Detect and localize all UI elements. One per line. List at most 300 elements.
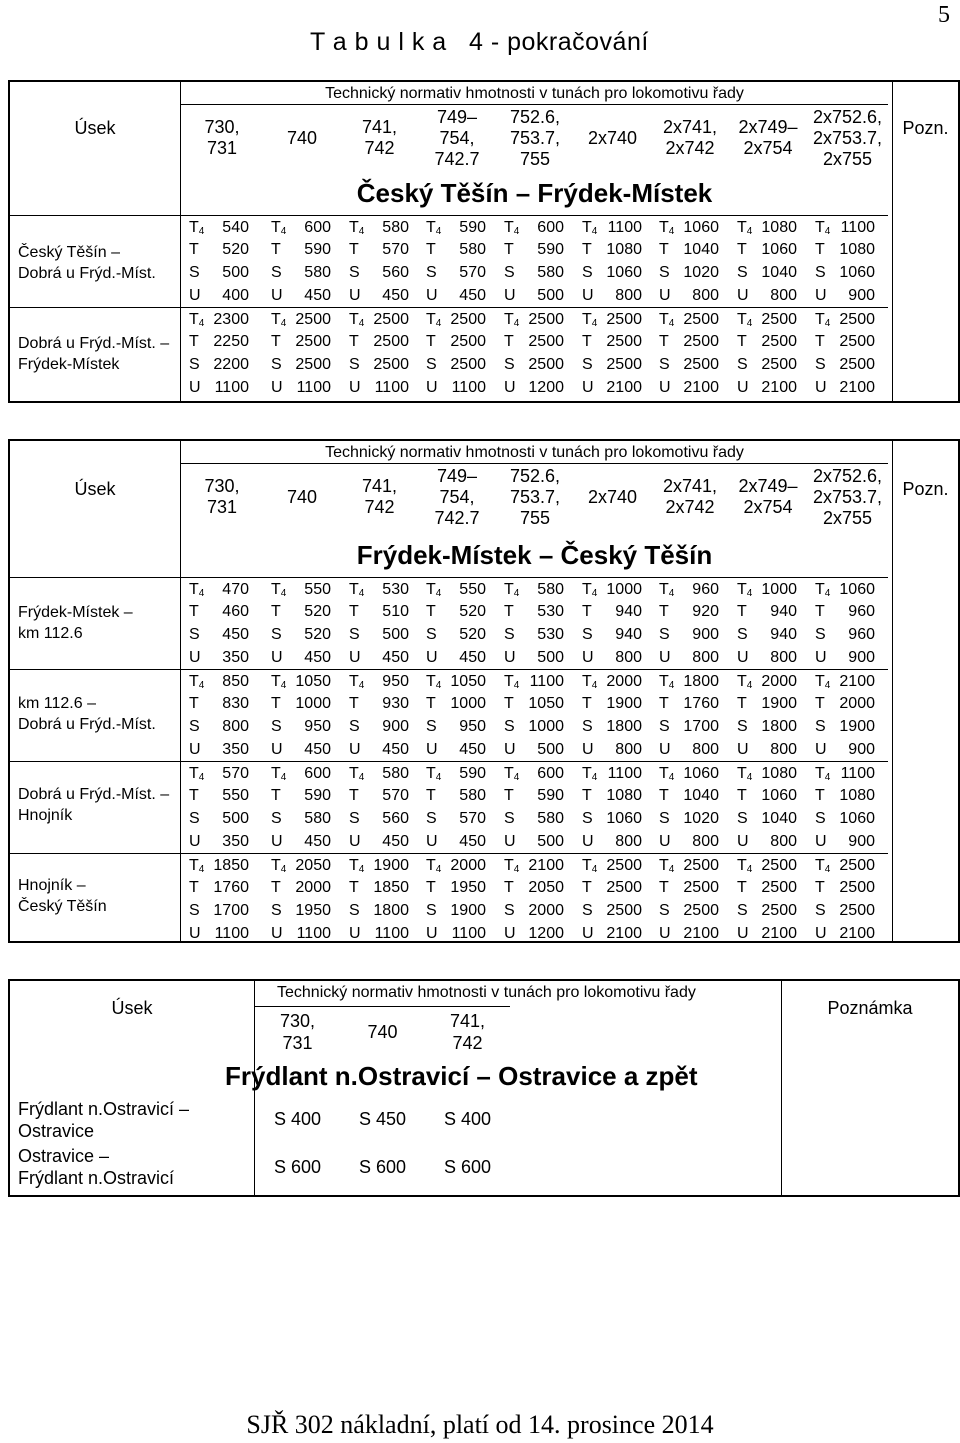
value-cell [727, 807, 797, 830]
segment-label: Hnojník – Český Těšín [18, 877, 107, 915]
tonnage-value: 2100 [528, 857, 564, 874]
value-cell [261, 238, 331, 261]
value-cell [572, 854, 642, 877]
train-category: S [815, 902, 826, 919]
value-cell [727, 376, 797, 399]
value-cell [572, 784, 642, 807]
series-label: 752.6, 753.7, 755 [509, 106, 561, 169]
train-category: S [426, 356, 437, 373]
tonnage-value: 2500 [528, 311, 564, 328]
value-cell [416, 353, 486, 376]
train-category: T [271, 787, 281, 804]
tonnage-value: 530 [537, 603, 564, 620]
tonnage-value: 800 [692, 649, 719, 666]
train-category: S [426, 626, 437, 643]
value-cell [261, 830, 331, 853]
value-cell [416, 330, 486, 353]
tonnage-value: 550 [222, 787, 249, 804]
series-label: 749– 754, 742.7 [434, 106, 480, 169]
tonnage-value: 2000 [528, 902, 564, 919]
tonnage-value: 530 [382, 581, 409, 598]
train-category: S [189, 902, 200, 919]
train-category: $T_4$ [349, 857, 365, 875]
segment-column [10, 82, 181, 401]
tonnage-value: 2500 [606, 356, 642, 373]
tonnage-value: 520 [304, 626, 331, 643]
table-row [181, 715, 888, 738]
value-cell [727, 578, 797, 601]
train-category: U [189, 741, 201, 758]
train-category: S [815, 718, 826, 735]
value-cell [572, 646, 642, 669]
value-cell [339, 578, 409, 601]
train-category: U [189, 925, 201, 942]
tonnage-value: 1060 [683, 765, 719, 782]
train-category: T [189, 241, 199, 258]
value-cell [179, 284, 249, 307]
tonnage-value: 1050 [450, 673, 486, 690]
value-cell [805, 830, 875, 853]
train-category: T [582, 333, 592, 350]
value-cell [416, 623, 486, 646]
train-category: $T_4$ [815, 219, 831, 237]
value-cell [416, 692, 486, 715]
tonnage-value: 2500 [295, 333, 331, 350]
value-cell [494, 261, 564, 284]
value-cell [261, 578, 331, 601]
train-category: $T_4$ [737, 857, 753, 875]
segment-label: km 112.6 – Dobrá u Frýd.-Míst. [18, 695, 156, 733]
value-cell [649, 807, 719, 830]
train-category: U [271, 287, 283, 304]
tonnage-value: 570 [459, 264, 486, 281]
train-category: U [737, 925, 749, 942]
tonnage-value: 800 [770, 649, 797, 666]
value-cell [494, 600, 564, 623]
value-cell [339, 692, 409, 715]
value-cell [494, 646, 564, 669]
value-cell [339, 738, 409, 761]
train-category: S [737, 902, 748, 919]
value-cell [416, 899, 486, 922]
tonnage-value: 800 [615, 833, 642, 850]
value-cell [416, 284, 486, 307]
table-row [181, 600, 888, 623]
value-cell [179, 830, 249, 853]
train-category: S [349, 626, 360, 643]
train-category: U [737, 379, 749, 396]
value-cell [649, 353, 719, 376]
tonnage-value: 2500 [606, 857, 642, 874]
train-category: S [582, 902, 593, 919]
train-category: S [426, 718, 437, 735]
value-cell [339, 854, 409, 877]
value-cell [416, 308, 486, 331]
train-category: $T_4$ [815, 673, 831, 691]
tonnage-value: 2500 [761, 356, 797, 373]
tonnage-value: 590 [304, 787, 331, 804]
tonnage-value: 1020 [683, 810, 719, 827]
train-category: U [737, 649, 749, 666]
train-category: U [271, 379, 283, 396]
tonnage-value: 1100 [214, 925, 249, 942]
tonnage-value: 1100 [374, 379, 409, 396]
tonnage-value: 560 [382, 264, 409, 281]
segment-label: Dobrá u Frýd.-Míst. – Hnojník [18, 786, 170, 824]
tonnage-value: 2050 [295, 857, 331, 874]
tonnage-value: 950 [304, 718, 331, 735]
train-category: S [815, 810, 826, 827]
train-category: U [271, 741, 283, 758]
train-category: T [189, 787, 199, 804]
train-category: S [659, 356, 670, 373]
train-category: $T_4$ [659, 673, 675, 691]
value-cell [261, 807, 331, 830]
train-category: S [271, 356, 282, 373]
tonnage-value: 580 [537, 810, 564, 827]
tonnage-value: 2500 [373, 356, 409, 373]
table-frydek-mistek-cesky-tesin [8, 439, 960, 943]
value-cell [339, 922, 409, 945]
train-category: S [504, 810, 515, 827]
tonnage-value: 580 [304, 264, 331, 281]
tonnage-value: 1100 [451, 925, 486, 942]
value-cell [339, 670, 409, 693]
value-cell [179, 646, 249, 669]
value-cell [805, 738, 875, 761]
value-cell [805, 876, 875, 899]
value-cell [805, 854, 875, 877]
train-category: U [189, 649, 201, 666]
train-category: U [349, 287, 361, 304]
value-cell [494, 762, 564, 785]
value-cell [339, 807, 409, 830]
tonnage-value: 500 [382, 626, 409, 643]
table-row [181, 215, 888, 238]
train-category: S [737, 810, 748, 827]
tonnage-value: 500 [222, 810, 249, 827]
value-cell [805, 670, 875, 693]
value-cell [416, 830, 486, 853]
value-cell [339, 784, 409, 807]
train-category: T [737, 695, 747, 712]
value-cell [727, 715, 797, 738]
train-category: U [349, 833, 361, 850]
value-cell [416, 238, 486, 261]
tonnage-value: 1100 [296, 925, 331, 942]
train-category: U [504, 741, 516, 758]
value-cell [261, 353, 331, 376]
train-category: U [189, 287, 201, 304]
series-label: 740 [286, 127, 318, 148]
tonnage-value: 500 [537, 649, 564, 666]
train-category: $T_4$ [659, 581, 675, 599]
series-label: 749– 754, 742.7 [434, 465, 480, 528]
value-cell [261, 376, 331, 399]
train-category: $T_4$ [737, 765, 753, 783]
series-label: 741, 742 [361, 476, 398, 517]
value-cell [416, 600, 486, 623]
value-cell [805, 238, 875, 261]
train-category: $T_4$ [426, 673, 442, 691]
value-cell [179, 784, 249, 807]
train-category: T [349, 879, 359, 896]
train-category: S [815, 264, 826, 281]
train-category: T [271, 241, 281, 258]
tonnage-value: 2500 [373, 311, 409, 328]
tonnage-value: 2000 [295, 879, 331, 896]
train-category: T [349, 241, 359, 258]
train-category: U [659, 833, 671, 850]
train-category: $T_4$ [271, 581, 287, 599]
tonnage-value: 450 [459, 287, 486, 304]
tonnage-value: 1700 [683, 718, 719, 735]
train-category: S [737, 356, 748, 373]
tonnage-value: 500 [537, 833, 564, 850]
tonnage-value: 450 [304, 649, 331, 666]
tonnage-value: 950 [459, 718, 486, 735]
value-cell [649, 899, 719, 922]
train-category: $T_4$ [815, 581, 831, 599]
train-category: U [659, 925, 671, 942]
tonnage-value: 940 [615, 626, 642, 643]
tonnage-value: 1040 [761, 264, 797, 281]
value-cell [179, 876, 249, 899]
value-cell [416, 807, 486, 830]
value-cell [339, 238, 409, 261]
tonnage-value: 1200 [528, 379, 564, 396]
value-cell [649, 715, 719, 738]
tonnage-value: 570 [382, 241, 409, 258]
tonnage-value: 600 [304, 219, 331, 236]
series-label: 740 [286, 486, 318, 507]
train-category: $T_4$ [189, 857, 205, 875]
value-cell [179, 738, 249, 761]
train-category: T [815, 241, 825, 258]
tonnage-value: 2500 [839, 857, 875, 874]
tonnage-value: 2300 [213, 311, 249, 328]
tonnage-value: 520 [304, 603, 331, 620]
table-row [181, 284, 888, 307]
value-cell [572, 600, 642, 623]
table-row [181, 738, 888, 761]
train-category: S [189, 356, 200, 373]
train-category: T [815, 603, 825, 620]
tonnage-value: 500 [537, 741, 564, 758]
train-category: $T_4$ [582, 857, 598, 875]
value-cell [261, 692, 331, 715]
train-category: $T_4$ [815, 765, 831, 783]
train-category: $T_4$ [271, 219, 287, 237]
tonnage-value: 570 [222, 765, 249, 782]
value-cell [416, 376, 486, 399]
tonnage-value: 2500 [528, 356, 564, 373]
train-category: T [426, 695, 436, 712]
train-category: U [582, 649, 594, 666]
value-cell [649, 284, 719, 307]
tonnage-value: 1060 [606, 264, 642, 281]
train-category: $T_4$ [582, 311, 598, 329]
tonnage-value: 1760 [683, 695, 719, 712]
train-category: U [815, 833, 827, 850]
tonnage-value: 1040 [761, 810, 797, 827]
tonnage-value: 2500 [839, 356, 875, 373]
tonnage-value: 2200 [213, 356, 249, 373]
value-cell [649, 738, 719, 761]
train-category: S [504, 718, 515, 735]
train-category: $T_4$ [271, 311, 287, 329]
value-cell [649, 308, 719, 331]
tonnage-value: 350 [222, 833, 249, 850]
tonnage-value: 590 [304, 241, 331, 258]
train-category: $T_4$ [815, 311, 831, 329]
value-cell [261, 854, 331, 877]
value-cell [261, 876, 331, 899]
train-category: S [189, 718, 200, 735]
value-cell [572, 216, 642, 239]
usek-header: Úsek [74, 118, 116, 138]
train-category: U [426, 649, 438, 666]
value-cell [179, 715, 249, 738]
tonnage-value: 450 [222, 626, 249, 643]
tonnage-value: 1060 [839, 581, 875, 598]
pozn-header: Pozn. [902, 479, 949, 499]
tonnage-value: 1850 [373, 879, 409, 896]
value-cell [727, 899, 797, 922]
tonnage-value: 590 [537, 787, 564, 804]
train-category: $T_4$ [426, 581, 442, 599]
tonnage-value: 2100 [839, 673, 875, 690]
value-cell [261, 738, 331, 761]
train-category: $T_4$ [659, 219, 675, 237]
value-cell [261, 261, 331, 284]
train-category: $T_4$ [271, 673, 287, 691]
tonnage-value: 2500 [606, 311, 642, 328]
value-cell [649, 330, 719, 353]
tonnage-value: 500 [537, 287, 564, 304]
tonnage-value: 800 [770, 741, 797, 758]
tonnage-value: 530 [537, 626, 564, 643]
poznamka-column [781, 981, 958, 1195]
tonnage-value: 590 [459, 219, 486, 236]
tonnage-value: 2000 [450, 857, 486, 874]
value-cell [572, 376, 642, 399]
tonnage-value: 940 [770, 603, 797, 620]
tonnage-value: 350 [222, 741, 249, 758]
value-cell [179, 600, 249, 623]
table-row [181, 646, 888, 669]
tonnage-value: 1060 [761, 241, 797, 258]
train-category: S [504, 626, 515, 643]
route-title: Český Těšín – Frýdek-Místek [356, 178, 713, 208]
tonnage-value: 850 [222, 673, 249, 690]
train-category: $T_4$ [737, 219, 753, 237]
train-category: T [737, 333, 747, 350]
value-cell [572, 353, 642, 376]
value-cell [416, 876, 486, 899]
tonnage-value: 1060 [606, 810, 642, 827]
value-cell [179, 854, 249, 877]
train-category: T [189, 695, 199, 712]
value-cell [179, 692, 249, 715]
tonnage-value: 1800 [606, 718, 642, 735]
train-category: T [189, 603, 199, 620]
train-category: $T_4$ [659, 765, 675, 783]
value-cell [572, 738, 642, 761]
train-category: T [659, 241, 669, 258]
value-cell [416, 784, 486, 807]
page-footer: SJŘ 302 nákladní, platí od 14. prosince 2014 [246, 1410, 714, 1439]
tonnage-value: 450 [382, 649, 409, 666]
value-cell [416, 646, 486, 669]
train-category: $T_4$ [349, 219, 365, 237]
tonnage-value: 2500 [839, 311, 875, 328]
normativ-area [225, 981, 779, 1195]
tonnage-value: 1040 [683, 241, 719, 258]
tonnage-value: 2100 [606, 379, 642, 396]
train-category: U [426, 833, 438, 850]
value-cell [727, 353, 797, 376]
tonnage-value: 1060 [839, 810, 875, 827]
train-category: S [504, 902, 515, 919]
train-category: S [189, 264, 200, 281]
train-category: S [426, 902, 437, 919]
train-category: U [815, 925, 827, 942]
train-category: S [349, 264, 360, 281]
train-category: T [659, 879, 669, 896]
tonnage-value: 600 [304, 765, 331, 782]
table-row [255, 1144, 779, 1190]
value-cell [494, 578, 564, 601]
tonnage-value: 2000 [839, 695, 875, 712]
train-category: S [659, 810, 670, 827]
train-category: $T_4$ [349, 673, 365, 691]
normativ-title: Technický normativ hmotnosti v tunách pro lokomotivu řady [325, 444, 744, 461]
value-cell [261, 308, 331, 331]
train-category: U [815, 649, 827, 666]
value-cell [727, 216, 797, 239]
value-cell [572, 261, 642, 284]
value-cell [805, 762, 875, 785]
train-category: $T_4$ [582, 219, 598, 237]
series-header [181, 104, 888, 172]
tonnage-value: 2500 [761, 333, 797, 350]
train-category: U [737, 741, 749, 758]
tonnage-value: 800 [615, 287, 642, 304]
series-label: 741, 742 [361, 117, 398, 158]
tonnage-value: 1000 [295, 695, 331, 712]
value-cell [805, 623, 875, 646]
value-cell [649, 578, 719, 601]
train-category: $T_4$ [271, 857, 287, 875]
series-741-742: 741, 742 [449, 1011, 486, 1053]
tonnage-value: 560 [382, 810, 409, 827]
value-cell [261, 330, 331, 353]
train-category: S [737, 264, 748, 281]
train-category: U [582, 287, 594, 304]
value-cell [416, 578, 486, 601]
tonnage-value: 450 [304, 741, 331, 758]
train-category: $T_4$ [349, 581, 365, 599]
value-cell: S 600 [273, 1157, 322, 1177]
value-cell [649, 238, 719, 261]
value-cell [649, 922, 719, 945]
train-category: T [815, 879, 825, 896]
tonnage-value: 800 [692, 833, 719, 850]
value-cell [339, 623, 409, 646]
tonnage-value: 2500 [450, 311, 486, 328]
value-cell [805, 330, 875, 353]
